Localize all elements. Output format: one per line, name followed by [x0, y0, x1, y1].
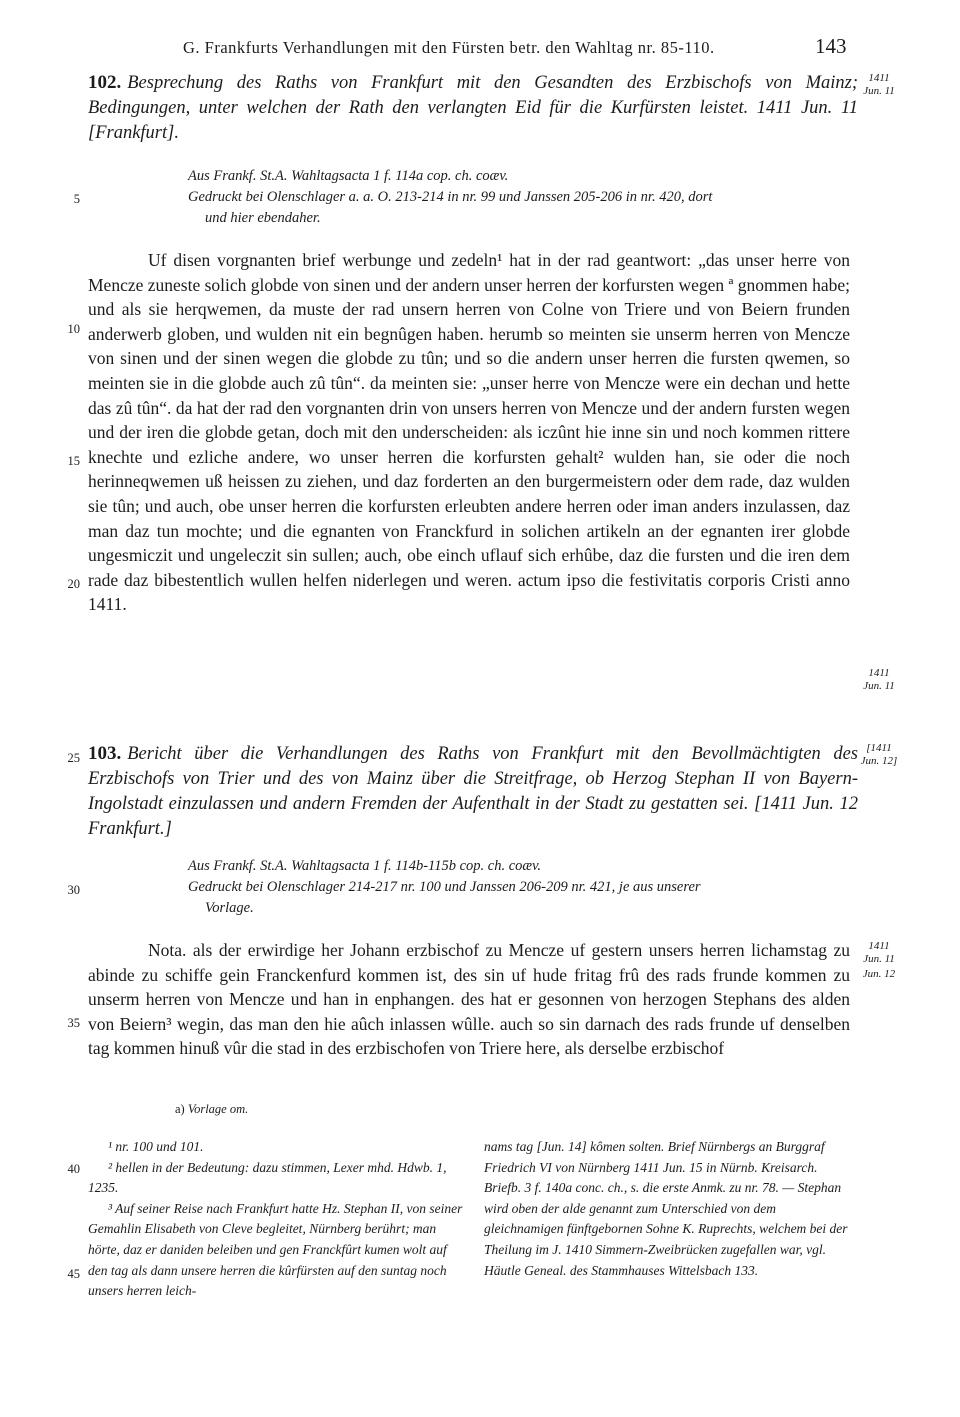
margin-day: Jun. 11: [863, 680, 895, 692]
doc-103-body: [88, 938, 850, 1061]
margin-year: 1411: [868, 940, 890, 952]
doc-103-margin-date: [855, 742, 903, 768]
doc-103-number: 103.: [88, 743, 122, 764]
margin-day: Jun. 11: [863, 953, 895, 965]
footnote-1: ¹ nr. 100 und 101.: [108, 1139, 204, 1154]
doc-102-title: Besprechung des Raths von Frankfurt mit den Gesandten des Erzbischofs von Mainz; Bedingungen, unter welchen der Rath den verlangten Eid für die Kurfürsten leistet. 1411 Jun. 11 [Frankfurt].: [88, 73, 858, 143]
footnotes-right-column: nams tag [Jun. 14] kômen solten. Brief Nürnbergs an Burggraf Friedrich VI von Nürnberg 1411 Jun. 15 in Nürnb. Kreisarch. Briefb. 3 f. 140a conc. ch., s. die erste Anmk. zu nr. 78. — Stephan wird oben der alde genannt zum Unterschied von dem gleichnamigen fünftgebornen Sohne K. Ruprechts, welchem bei der Theilung im J. 1410 Simmern-Zweibrücken zugefallen war, vgl. Häutle Geneal. des Stammhauses Wittelsbach 133.: [484, 1139, 848, 1278]
footnote-a-label: a): [175, 1102, 185, 1116]
doc-102-heading: [88, 70, 858, 146]
doc-102-margin-date: [855, 72, 903, 98]
doc-103-source: [188, 856, 858, 919]
doc-103-heading: [88, 741, 858, 842]
doc-103-inline-margin: [855, 940, 903, 981]
margin-year: 1411: [868, 72, 890, 84]
source-printed: Gedruckt bei Olenschlager 214-217 nr. 100 und Janssen 206-209 nr. 421, je aus unserer: [188, 879, 701, 895]
footnote-a: [175, 1102, 248, 1117]
running-head: G. Frankfurts Verhandlungen mit den Fürsten betr. den Wahltag nr. 85-110.: [183, 38, 715, 57]
line-number: 45: [67, 1267, 80, 1281]
line-number: 30: [67, 883, 80, 897]
line-number: 40: [67, 1162, 80, 1176]
footnotes-left-column: [88, 1137, 468, 1302]
page-number: 143: [815, 34, 847, 58]
doc-102-body: [88, 248, 850, 617]
doc-103-title: Bericht über die Verhandlungen des Raths von Frankfurt mit den Bevollmächtigten des Erzbischofs von Trier und des von Mainz über die Streitfrage, ob Herzog Stephan II von Bayern-Ingolstadt einzulassen und andern Fremden der Aufenthalt in der Stadt zu gestatten sei. [1411 Jun. 12 Frankfurt.]: [88, 744, 858, 839]
source-archive: Aus Frankf. St.A. Wahltagsacta 1 f. 114b-115b cop. ch. coæv.: [188, 858, 542, 874]
doc-103-body-text: Nota. als der erwirdige her Johann erzbischof zu Mencze uf gestern unsers herren lichamstag zu abinde zu schiffe gein Franckenfurd kommen ist, des sin uf hude fritag frû des rads frunde kommen zu unserm herren von Mencze und han in enphangen. des hat er gesonnen von herzogen Stephans des alden von Beiern³ wegin, das man den hie aûch inlassen wûlle. auch so sin darnach des rads frunde uf denselben tag kommen hinuß vûr die stad in des erzbischofen von Triere here, als derselbe erzbischof: [88, 940, 850, 1059]
line-number: 20: [67, 577, 80, 591]
doc-102-body-text: Uf disen vorgnanten brief werbunge und zedeln¹ hat in der rad geantwort: „das unser herre von Mencze zuneste solich globde von sinen und der andern unser herren der korfursten wegen ª gnommen habe; und als sie herqwemen, da muste der rad unsern herren von Colne von Triere und von Beiern frunden anderwerb globen, und wulden nit ein begnûgen haben. herumb so meinten sie unserm herren von Mencze von sinen und der sinen wegen die globde zu tûn; und so die andern unser herren die fursten qwemen, so meinten sie in die globde auch zû tûn“. da meinten sie: „unser herre von Mencze were ein dechan und hette das zû tûn“. da hat der rad den vorgnanten drin von unsers herren von Mencze und der andern fursten wegen und der iren die globde getan, doch mit den underscheiden: als iczûnt hie inne sin und noch kommen rittere knechte und ezliche andere, wo unser herren die korfursten gehalt² wulden han, sie oder die noch herinneqwemen uß heissen zu ziehen, und daz forderten an den burgermeistern oder dem rade, daz wulden sie tûn; und auch, obe unser herren die korfursten erleubten andere herren oder iman anders inzulassen, daz man daz tun mochte; und die egnanten von Franckfurd in solichen artikeln an der egnanten irer globde ungesmiczit und ungeleczit sin sullen; auch, obe einch uflauf sich erhûbe, daz die fursten und die iren dem rade daz bibestentlich wullen helfen niderlegen und weren. actum ipso die festivitatis corporis Cristi anno 1411.: [88, 250, 850, 615]
line-number: 10: [67, 322, 80, 336]
line-number: 5: [73, 192, 80, 206]
doc-102-end-margin: [855, 667, 903, 693]
source-printed-cont: und hier ebendaher.: [205, 210, 321, 226]
margin-day: Jun. 11: [863, 85, 895, 97]
source-printed: Gedruckt bei Olenschlager a. a. O. 213-214 in nr. 99 und Janssen 205-206 in nr. 420, dort: [188, 189, 713, 205]
margin-day: Jun. 12]: [860, 755, 898, 767]
line-number: 25: [67, 751, 80, 765]
source-printed-cont: Vorlage.: [205, 900, 254, 916]
footnote-2: ² hellen in der Bedeutung: dazu stimmen, Lexer mhd. Hdwb. 1, 1235.: [88, 1159, 447, 1196]
doc-102-number: 102.: [88, 72, 122, 93]
margin-year: [1411: [866, 742, 892, 754]
margin-year: 1411: [868, 667, 890, 679]
line-number: 35: [67, 1016, 80, 1030]
margin-day-2: Jun. 12: [862, 968, 896, 980]
source-archive: Aus Frankf. St.A. Wahltagsacta 1 f. 114a cop. ch. coæv.: [188, 168, 509, 184]
line-number: 15: [67, 454, 80, 468]
footnote-a-text: Vorlage om.: [187, 1102, 249, 1116]
footnote-3: ³ Auf seiner Reise nach Frankfurt hatte Hz. Stephan II, von seiner Gemahlin Elisabeth von Cleve begleitet, Nürnberg berührt; man hörte, daz er daniden beleiben und gen Franckfûrt kumen wolt auf den tag als dann unsere herren die kûrfürsten auf den suntag noch unsers herren leich-: [88, 1200, 463, 1299]
doc-102-source: [188, 166, 858, 229]
